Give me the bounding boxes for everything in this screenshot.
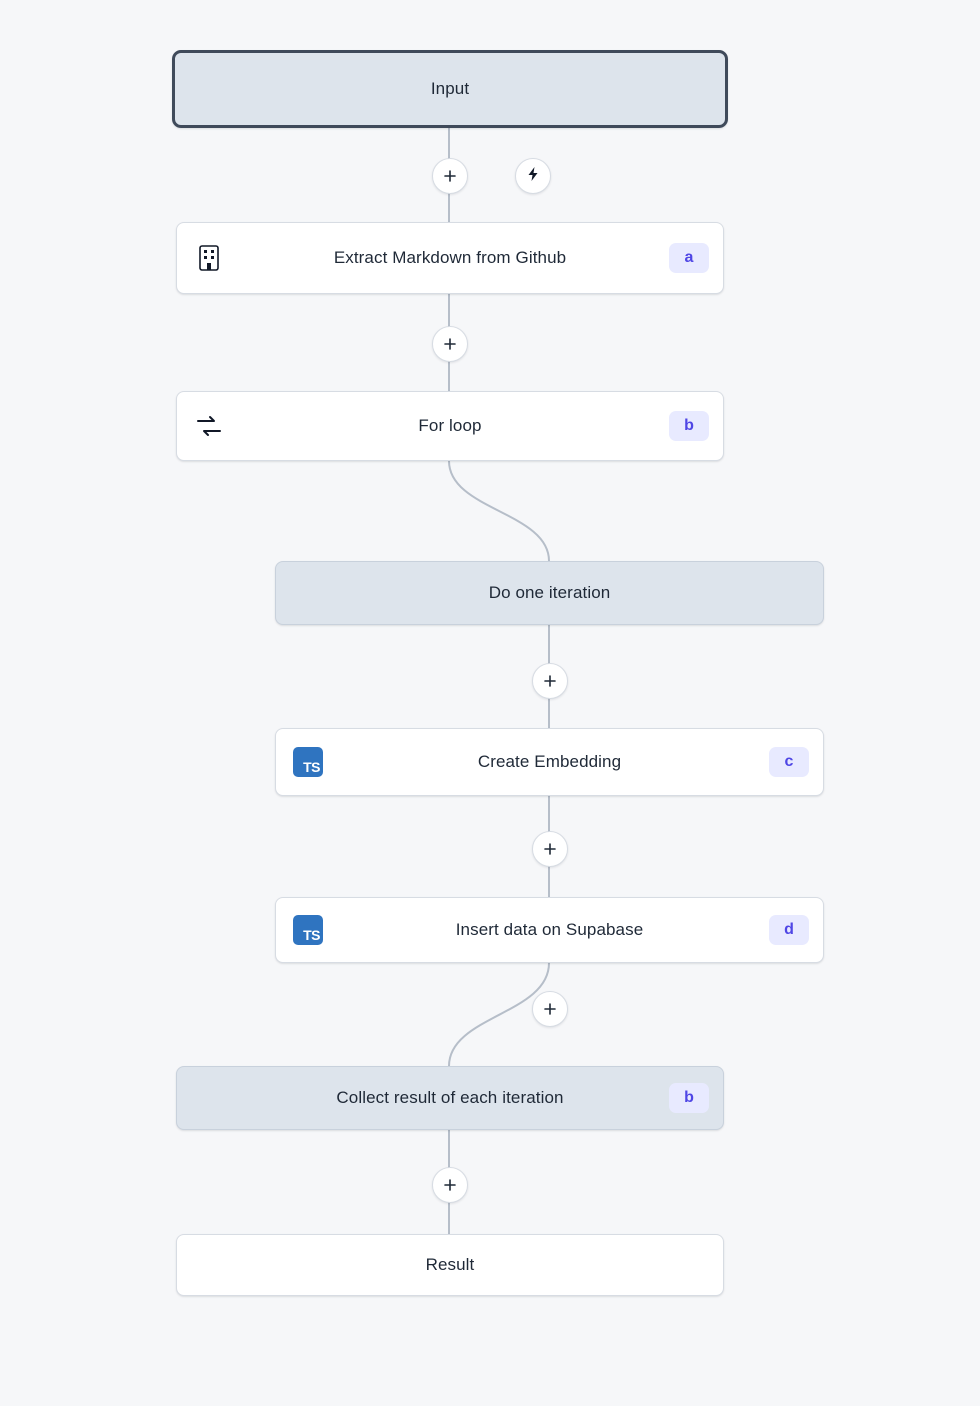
node-input[interactable]	[172, 50, 728, 128]
plus-icon	[542, 673, 558, 689]
node-for-loop-label: For loop	[418, 416, 482, 435]
trigger-button[interactable]	[515, 158, 551, 194]
node-for-loop-badge: b	[669, 411, 709, 441]
node-extract-markdown-badge: a	[669, 243, 709, 273]
plus-icon	[542, 841, 558, 857]
plus-icon	[442, 336, 458, 352]
node-insert-data-supabase[interactable]	[275, 897, 824, 963]
node-do-one-iteration-label: Do one iteration	[488, 583, 611, 602]
add-step-button-after-extract-markdown[interactable]	[432, 326, 468, 362]
typescript-icon: TS	[292, 914, 324, 946]
plus-icon	[442, 168, 458, 184]
node-collect-result-badge: b	[669, 1083, 709, 1113]
node-insert-data-supabase-badge: d	[769, 915, 809, 945]
node-create-embedding-label: Create Embedding	[477, 752, 622, 771]
add-step-button-after-collect-result[interactable]	[432, 1167, 468, 1203]
node-for-loop[interactable]	[176, 391, 724, 461]
add-step-button-after-do-one-iteration[interactable]	[532, 663, 568, 699]
node-input-label: Input	[430, 79, 470, 98]
node-do-one-iteration[interactable]	[275, 561, 824, 625]
add-step-button-after-insert-data[interactable]	[532, 991, 568, 1027]
node-result-label: Result	[425, 1255, 475, 1274]
node-extract-markdown-label: Extract Markdown from Github	[333, 248, 567, 267]
loop-icon	[193, 410, 225, 442]
node-create-embedding[interactable]	[275, 728, 824, 796]
plus-icon	[442, 1177, 458, 1193]
node-insert-data-supabase-label: Insert data on Supabase	[455, 920, 644, 939]
add-step-button-after-create-embedding[interactable]	[532, 831, 568, 867]
node-result[interactable]	[176, 1234, 724, 1296]
plus-icon	[542, 1001, 558, 1017]
node-extract-markdown[interactable]	[176, 222, 724, 294]
node-collect-result-label: Collect result of each iteration	[336, 1088, 564, 1107]
bolt-icon	[525, 166, 541, 187]
add-step-button-after-input[interactable]	[432, 158, 468, 194]
node-create-embedding-badge: c	[769, 747, 809, 777]
edge-forloop-to-iteration	[449, 461, 549, 561]
typescript-icon: TS	[292, 746, 324, 778]
node-collect-result[interactable]	[176, 1066, 724, 1130]
building-icon	[193, 242, 225, 274]
